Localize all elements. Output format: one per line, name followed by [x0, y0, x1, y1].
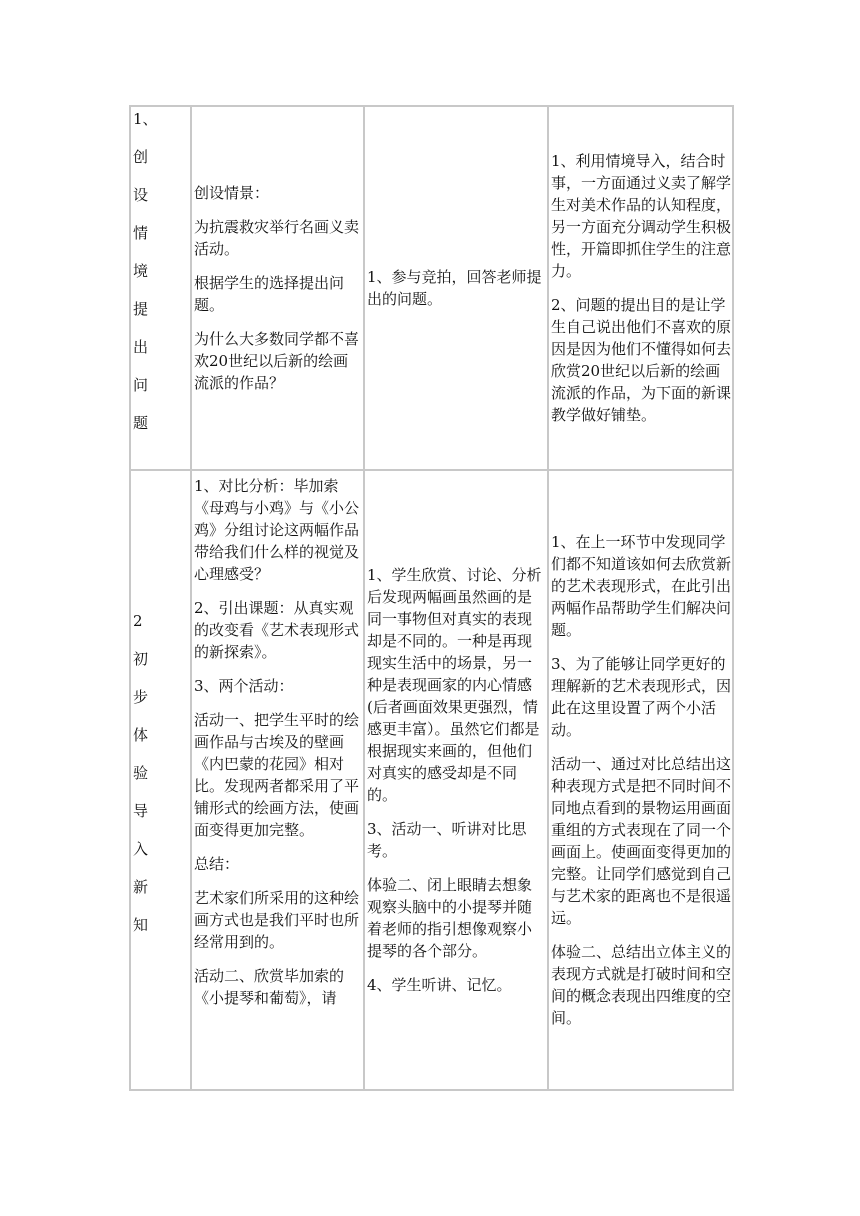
stage-char: 创: [133, 148, 149, 166]
stage-char: 入: [133, 840, 149, 858]
stage-char: 体: [133, 726, 149, 744]
stage-char: 1、: [133, 110, 158, 128]
teacher-activity-cell: [191, 470, 364, 1090]
teacher-paragraph: 根据学生的选择提出问题。: [194, 274, 345, 314]
stage-label-vertical: [133, 107, 189, 449]
student-paragraph: 3、活动一、听讲对比思考。: [367, 820, 527, 860]
stage-char: 问: [133, 376, 149, 394]
student-paragraph: 1、参与竞拍，回答老师提出的问题。: [367, 268, 542, 308]
stage-char: 情: [133, 224, 149, 242]
teacher-paragraph: 总结：: [194, 855, 240, 873]
lesson-plan-table: [129, 105, 734, 1091]
teacher-paragraph: 1、对比分析：毕加索《母鸡与小鸡》与《小公鸡》分组讨论这两幅作品带给我们什么样的视觉及心理感受？: [194, 477, 360, 583]
student-activity-cell: [364, 470, 548, 1090]
table-row: [130, 106, 733, 470]
student-activity-cell: [364, 106, 548, 470]
intent-paragraph: 1、在上一环节中发现同学们都不知道该如何去欣赏新的艺术表现形式，在此引出两幅作品帮助学生们解决问题。: [551, 533, 731, 639]
table-row: [130, 470, 733, 1090]
stage-char: 题: [133, 414, 149, 432]
teacher-paragraph: 活动一、把学生平时的绘画作品与古埃及的壁画《内巴蒙的花园》相对比。发现两者都采用了平铺形式的绘画方法，使画面变得更加完整。: [194, 711, 360, 839]
stage-char: 新: [133, 878, 149, 896]
design-intent-cell: [548, 470, 733, 1090]
student-paragraph: 4、学生听讲、记忆。: [367, 976, 512, 994]
intent-paragraph: 3、为了能够让同学更好的理解新的艺术表现形式，因此在这里设置了两个小活动。: [551, 655, 731, 739]
stage-char: 初: [133, 650, 149, 668]
stage-char: 出: [133, 338, 149, 356]
teacher-paragraph: 活动二、欣赏毕加索的《小提琴和葡萄》，请: [194, 967, 345, 1007]
teacher-paragraph: 艺术家们所采用的这种绘画方式也是我们平时也所经常用到的。: [194, 889, 360, 951]
stage-label-vertical: [133, 609, 189, 951]
stage-cell: [130, 106, 191, 470]
stage-cell: [130, 470, 191, 1090]
stage-char: 步: [133, 688, 149, 706]
teacher-paragraph: 2、引出课题：从真实观的改变看《艺术表现形式的新探索》。: [194, 599, 360, 661]
teacher-paragraph: 为什么大多数同学都不喜欢20世纪以后新的绘画流派的作品？: [194, 330, 360, 392]
intent-paragraph: 体验二、总结出立体主义的表现方式就是打破时间和空间的概念表现出四维度的空间。: [551, 943, 731, 1027]
teacher-activity-cell: [191, 106, 364, 470]
intent-paragraph: 2、问题的提出目的是让学生自己说出他们不喜欢的原因是因为他们不懂得如何去欣赏20世纪以后新的绘画流派的作品，为下面的新课教学做好铺垫。: [551, 296, 731, 424]
intent-paragraph: 活动一、通过对比总结出这种表现方式是把不同时间不同地点看到的景物运用画面重组的方式表现在了同一个画面上。使画面变得更加的完整。让同学们感觉到自己与艺术家的距离也不是很遥远。: [551, 755, 731, 927]
student-paragraph: 1、学生欣赏、讨论、分析后发现两幅画虽然画的是同一事物但对真实的表现却是不同的。一种是再现现实生活中的场景，另一种是表现画家的内心情感(后者画面效果更强烈，情感更丰富）。虽然它们都是根据现实来画的，但他们对真实的感受却是不同的。: [367, 566, 542, 804]
stage-char: 导: [133, 802, 149, 820]
teacher-paragraph: 创设情景：: [194, 184, 270, 202]
stage-char: 2: [133, 612, 143, 630]
stage-char: 验: [133, 764, 149, 782]
teacher-paragraph: 为抗震救灾举行名画义卖活动。: [194, 218, 360, 258]
intent-paragraph: 1、利用情境导入，结合时事，一方面通过义卖了解学生对美术作品的认知程度，另一方面充分调动学生积极性，开篇即抓住学生的注意力。: [551, 152, 731, 280]
student-paragraph: 体验二、闭上眼睛去想象观察头脑中的小提琴并随着老师的指引想像观察小提琴的各个部分。: [367, 876, 533, 960]
stage-char: 提: [133, 300, 149, 318]
stage-char: 知: [133, 916, 149, 934]
stage-char: 境: [133, 262, 149, 280]
teacher-paragraph: 3、两个活动：: [194, 677, 294, 695]
design-intent-cell: [548, 106, 733, 470]
stage-char: 设: [133, 186, 149, 204]
